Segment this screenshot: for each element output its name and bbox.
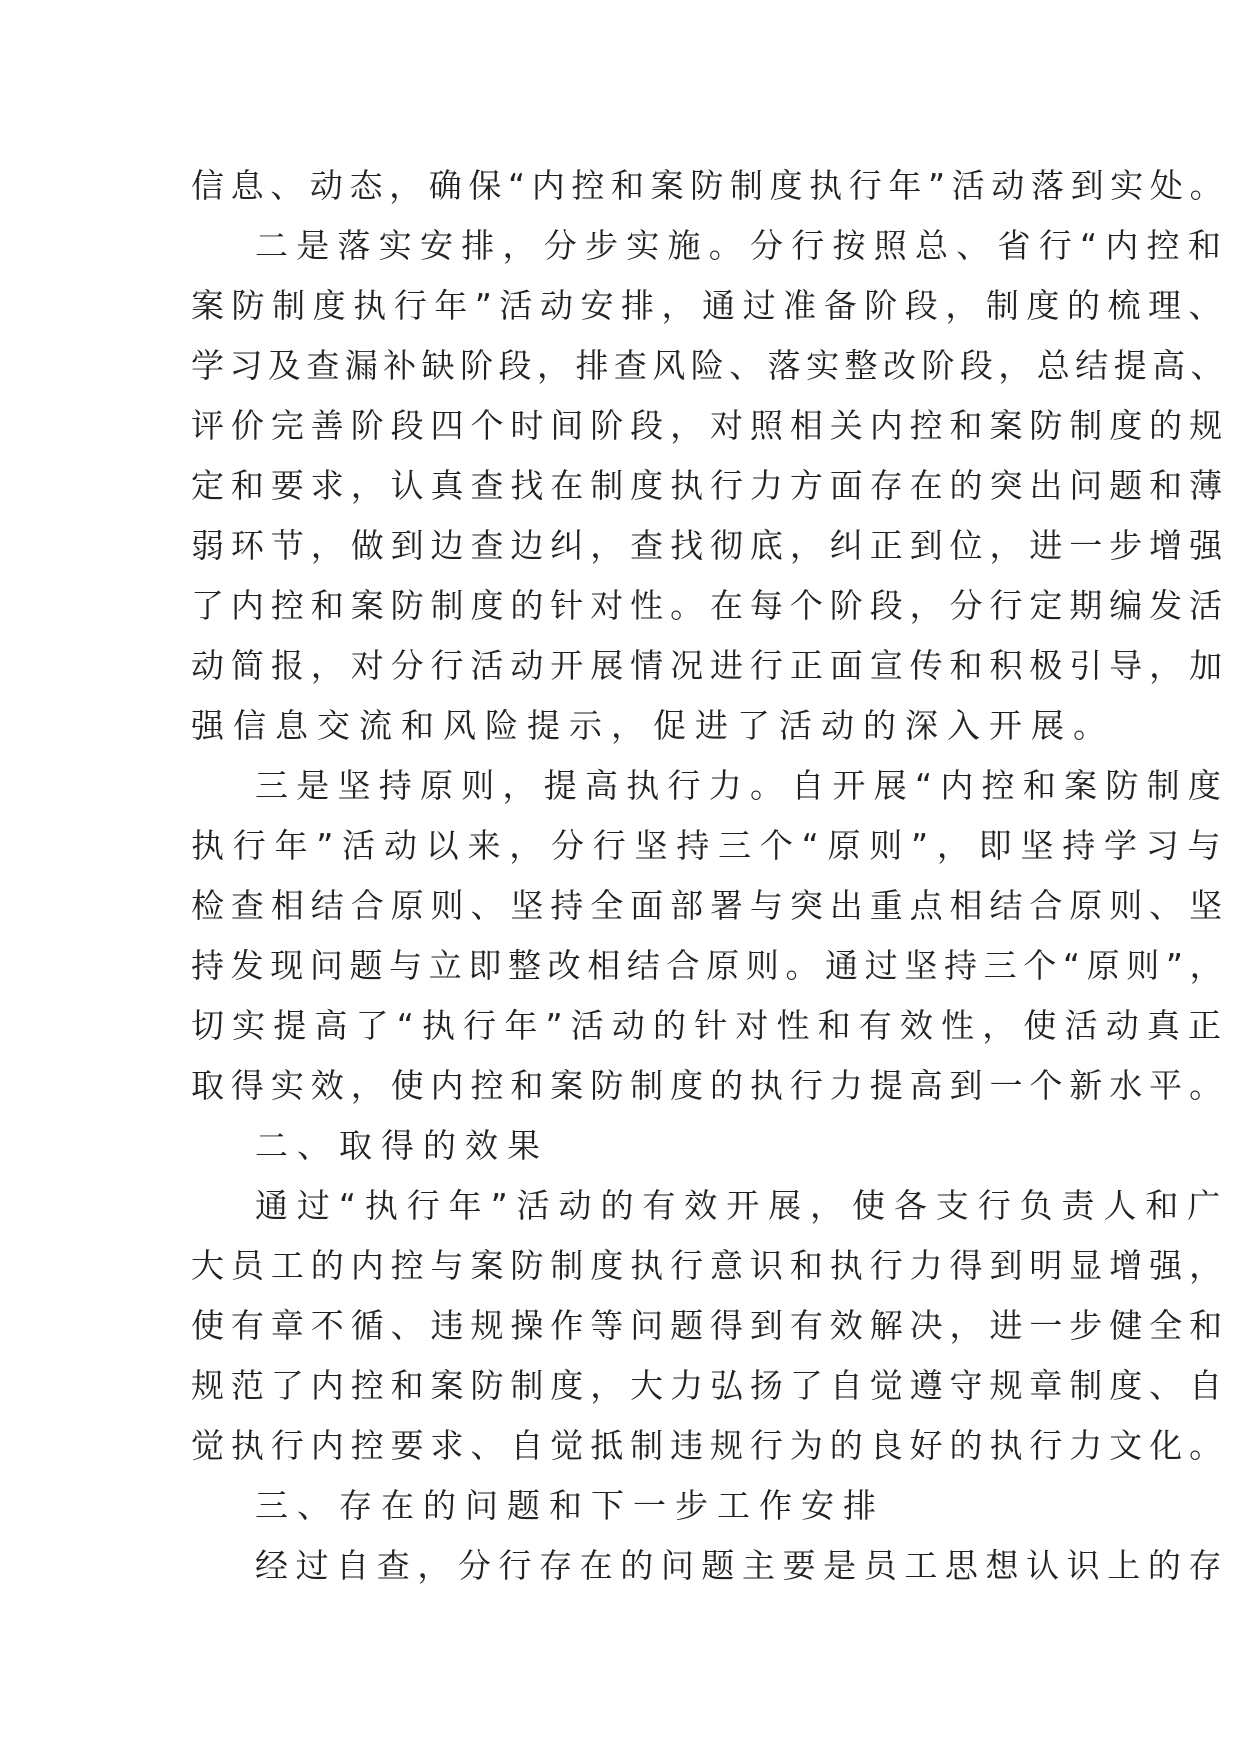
text-line: 评价完善阶段四个时间阶段，对照相关内控和案防制度的规 xyxy=(191,406,1229,445)
text-line: 持发现问题与立即整改相结合原则。通过坚持三个“原则”， xyxy=(191,946,1230,985)
text-line: 使有章不循、违规操作等问题得到有效解决，进一步健全和 xyxy=(191,1306,1229,1345)
paragraph-first-line: 通过“执行年”活动的有效开展，使各支行负责人和广 xyxy=(255,1186,1230,1225)
text-line: 取得实效，使内控和案防制度的执行力提高到一个新水平。 xyxy=(191,1066,1229,1105)
text-line: 规范了内控和案防制度，大力弘扬了自觉遵守规章制度、自 xyxy=(191,1366,1229,1405)
text-line: 定和要求，认真查找在制度执行力方面存在的突出问题和薄 xyxy=(191,466,1229,505)
text-line: 切实提高了“执行年”活动的针对性和有效性，使活动真正 xyxy=(191,1006,1230,1045)
text-line: 检查相结合原则、坚持全面部署与突出重点相结合原则、坚 xyxy=(191,886,1229,925)
text-line: 执行年”活动以来，分行坚持三个“原则”，即坚持学习与 xyxy=(191,826,1230,865)
text-line: 案防制度执行年”活动安排，通过准备阶段，制度的梳理、 xyxy=(191,286,1230,325)
text-line: 大员工的内控与案防制度执行意识和执行力得到明显增强， xyxy=(191,1246,1229,1285)
paragraph-first-line: 经过自查，分行存在的问题主要是员工思想认识上的存 xyxy=(255,1546,1229,1585)
text-line: 学习及查漏补缺阶段，排查风险、落实整改阶段，总结提高、 xyxy=(191,346,1229,385)
text-line: 动简报，对分行活动开展情况进行正面宣传和积极引导，加 xyxy=(191,646,1229,685)
paragraph-first-line: 三是坚持原则，提高执行力。自开展“内控和案防制度 xyxy=(255,766,1230,805)
section-heading: 二、取得的效果 xyxy=(255,1126,549,1165)
text-line: 信息、动态，确保“内控和案防制度执行年”活动落到实处。 xyxy=(191,166,1230,205)
text-line: 了内控和案防制度的针对性。在每个阶段，分行定期编发活 xyxy=(191,586,1229,625)
paragraph-first-line: 二是落实安排，分步实施。分行按照总、省行“内控和 xyxy=(255,226,1230,265)
text-line: 觉执行内控要求、自觉抵制违规行为的良好的执行力文化。 xyxy=(191,1426,1229,1465)
text-line: 弱环节，做到边查边纠，查找彻底，纠正到位，进一步增强 xyxy=(191,526,1229,565)
section-heading: 三、存在的问题和下一步工作安排 xyxy=(255,1486,885,1525)
text-line: 强信息交流和风险提示，促进了活动的深入开展。 xyxy=(191,706,1115,745)
